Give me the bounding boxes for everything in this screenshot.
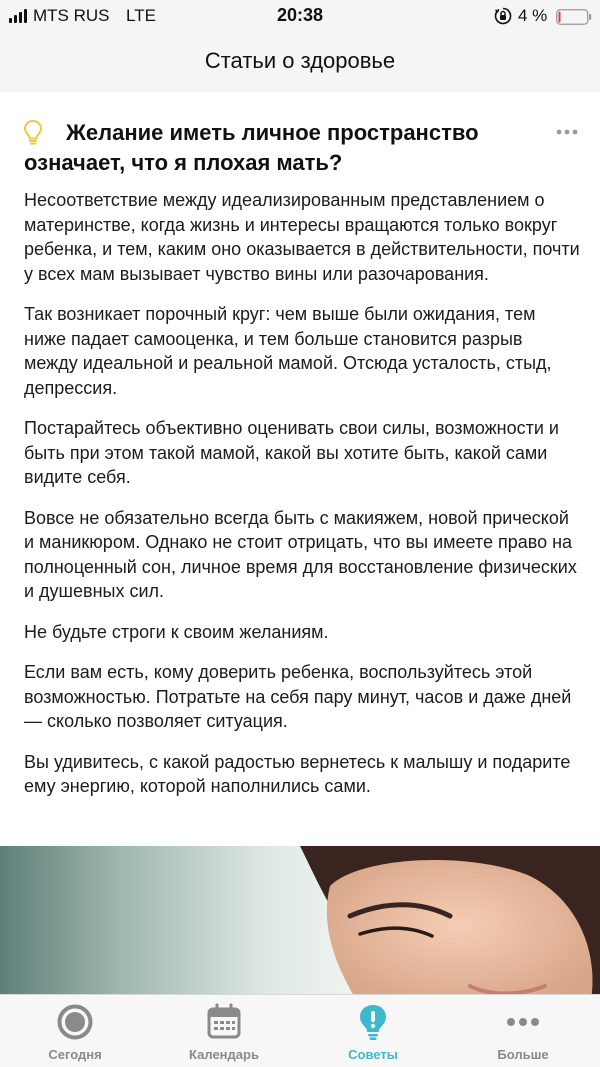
tab-label: Сегодня	[48, 1047, 102, 1062]
article-more-icon[interactable]	[556, 128, 578, 136]
battery-percent: 4 %	[518, 6, 548, 25]
article-body	[24, 188, 580, 815]
calendar-icon	[205, 1003, 243, 1041]
tab-today[interactable]	[0, 995, 150, 1067]
tab-label: Календарь	[189, 1047, 259, 1062]
tab-label: Советы	[348, 1047, 398, 1062]
article-paragraph: Не будьте строги к своим желаниям.	[24, 621, 329, 642]
article-paragraph: Постарайтесь объективно оценивать свои силы, возможности и быть при этом такой мамой, какой вы хотите быть, какой сами видите себя.	[24, 418, 559, 487]
article-paragraph: Если вам есть, кому доверить ребенка, воспользуйтесь этой возможностью. Потратьте на себя пару минут, часов и даже дней — сколько позволяет ситуация.	[24, 662, 572, 731]
nav-header	[0, 34, 600, 93]
article-paragraph: Вы удивитесь, с какой радостью вернетесь к малышу и подарите ему энергию, которой наполнились сами.	[24, 751, 571, 796]
article-title: Желание иметь личное пространство означает, что я плохая мать?	[24, 120, 479, 175]
status-time: 20:38	[276, 5, 324, 25]
network-type: LTE	[126, 6, 156, 25]
article-paragraph: Так возникает порочный круг: чем выше были ожидания, тем ниже падает самооценка, и тем больше становится разрыв между идеальной и реальной мамой. Отсюда усталость, стыд, депрессия.	[24, 304, 552, 398]
signal-strength-icon	[9, 9, 27, 23]
article-paragraph: Несоответствие между идеализированным представлением о материнстве, когда жизнь и интересы вращаются только вокруг ребенка, и тем, каким оно оказывается в действительности, почти у всех мам вызывает чувство вины или разочарования.	[24, 190, 580, 284]
carrier-name: MTS RUS	[33, 6, 110, 25]
more-dots-icon	[504, 1003, 542, 1041]
article-paragraph: Вовсе не обязательно всегда быть с макияжем, новой прической и маникюром. Однако не стоит отрицать, что вы имеете право на полноценный сон, личное время для восстановление физических и душевных сил.	[24, 507, 577, 601]
tab-tips[interactable]	[298, 995, 448, 1067]
tab-bar	[0, 994, 600, 1067]
page-title: Статьи о здоровье	[204, 48, 396, 73]
tips-icon	[354, 1003, 392, 1041]
tab-more[interactable]	[448, 995, 598, 1067]
orientation-lock-icon	[493, 6, 513, 26]
status-bar	[0, 0, 600, 34]
today-ring-icon	[56, 1003, 94, 1041]
tab-label: Больше	[497, 1047, 549, 1062]
battery-icon	[556, 9, 592, 25]
article	[0, 92, 600, 994]
article-photo	[0, 846, 600, 994]
tab-calendar[interactable]	[149, 995, 299, 1067]
